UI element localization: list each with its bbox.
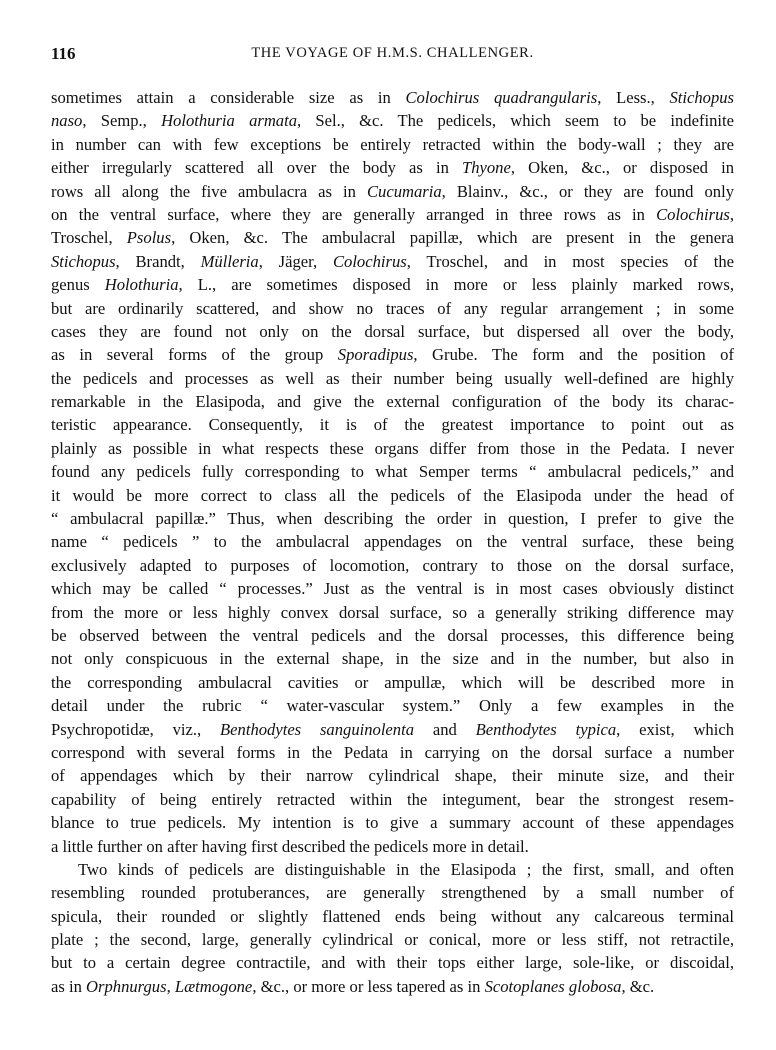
text-segment: on the ventral surface, where they are generally arranged in three rows as in <box>51 204 657 224</box>
text-segment: teristic appearance. Consequently, it is of the greatest importance to point out as <box>51 415 734 435</box>
italic-text: naso <box>51 111 83 131</box>
text-line <box>51 577 734 600</box>
text-segment: , Brandt, <box>115 251 201 271</box>
text-segment: but are ordinarily scattered, and show no traces of any regular arrangement ; in some <box>51 298 734 318</box>
text-segment: blance to true pedicels. My intention is to give a summary account of these appendages <box>51 813 734 833</box>
paragraph <box>51 858 734 998</box>
text-segment: plainly as possible in what respects these organs differ from those in the Pedata. I never <box>51 438 734 458</box>
text-line <box>51 226 734 249</box>
text-segment: and <box>414 719 476 739</box>
text-segment: , Semp., <box>82 111 162 131</box>
page-header <box>51 44 734 68</box>
text-line <box>51 905 734 928</box>
text-line <box>51 343 734 366</box>
text-line <box>51 881 734 904</box>
text-line <box>51 250 734 273</box>
page-number: 116 <box>51 44 76 63</box>
text-line <box>51 297 734 320</box>
running-title: THE VOYAGE OF H.M.S. CHALLENGER. <box>251 45 534 61</box>
text-segment: , &c. <box>621 976 655 996</box>
text-line <box>51 156 734 179</box>
text-line <box>51 764 734 787</box>
text-segment: it would be more correct to class all the pedicels of the Elasipoda under the head of <box>51 485 734 505</box>
text-segment: rows all along the five ambulacra as in <box>51 181 367 201</box>
text-line <box>51 554 734 577</box>
italic-text: Colochirus quadrangularis <box>405 88 598 107</box>
text-line <box>51 133 734 156</box>
text-segment: Two kinds of pedicels are distinguishable in the Elasipoda ; the first, small, and often <box>78 859 734 879</box>
italic-text: Scotoplanes globosa <box>484 976 622 996</box>
italic-text: Lætmogone <box>174 976 253 996</box>
text-line <box>51 647 734 670</box>
text-segment: correspond with several forms in the Pedata in carrying on the dorsal surface a number <box>51 742 734 762</box>
text-segment: , &c., or more or less tapered as in <box>252 976 485 996</box>
italic-text: Benthodytes sanguinolenta <box>220 719 415 739</box>
italic-text: Holothuria <box>104 275 179 295</box>
text-segment: either irregularly scattered all over the body as in <box>51 158 462 178</box>
text-line <box>51 390 734 413</box>
text-line <box>51 975 734 998</box>
text-line <box>51 928 734 951</box>
text-line <box>51 180 734 203</box>
italic-text: Benthodytes typica <box>475 719 617 739</box>
text-line <box>51 86 734 109</box>
text-segment: , Troschel, and in most species of the <box>406 251 734 271</box>
text-segment: detail under the rubric “ water-vascular system.” Only a few examples in the <box>51 696 734 716</box>
text-line <box>51 741 734 764</box>
text-segment: , <box>166 976 175 996</box>
text-line <box>51 811 734 834</box>
text-segment: , Blainv., &c., or they are found only <box>441 181 734 201</box>
text-segment: , Oken, &c., or disposed in <box>510 158 734 178</box>
text-segment: the pedicels and processes as well as their number being usually well-defined are highly <box>51 368 734 388</box>
text-line <box>51 507 734 530</box>
text-segment: , exist, which <box>616 719 734 739</box>
text-segment: Psychropotidæ, viz., <box>51 719 221 739</box>
text-segment: in number can with few exceptions be entirely retracted within the body-wall ; they are <box>51 134 734 154</box>
text-segment: Troschel, <box>51 228 127 248</box>
text-line <box>51 460 734 483</box>
text-segment: resembling rounded protuberances, are generally strengthened by a small number of <box>51 883 734 903</box>
paragraph <box>51 86 734 858</box>
text-segment: “ ambulacral papillæ.” Thus, when describing the order in question, I prefer to give the <box>51 509 734 529</box>
text-segment: not only conspicuous in the external shape, in the size and in the number, but also in <box>51 649 734 669</box>
text-segment: the corresponding ambulacral cavities or ampullæ, which will be described more in <box>51 672 734 692</box>
text-segment: capability of being entirely retracted within the integument, bear the strongest resem- <box>51 789 734 809</box>
text-segment: exclusively adapted to purposes of locomotion, contrary to those on the dorsal surface, <box>51 555 734 575</box>
text-line <box>51 718 734 741</box>
text-line <box>51 484 734 507</box>
text-segment: of appendages which by their narrow cylindrical shape, their minute size, and their <box>51 766 734 786</box>
text-line <box>51 273 734 296</box>
italic-text: Mülleria <box>200 251 259 271</box>
italic-text: Orphnurgus <box>86 976 167 996</box>
text-line <box>51 203 734 226</box>
text-segment: remarkable in the Elasipoda, and give the external configuration of the body its charac- <box>51 392 734 412</box>
text-line <box>51 671 734 694</box>
text-line <box>51 835 734 858</box>
italic-text: Colochirus <box>656 204 730 224</box>
text-segment: name “ pedicels ” to the ambulacral appendages on the ventral surface, these being <box>51 532 734 552</box>
italic-text: Colochirus <box>332 251 407 271</box>
text-line <box>51 601 734 624</box>
text-line <box>51 367 734 390</box>
text-line <box>51 530 734 553</box>
text-segment: spicula, their rounded or slightly flattened ends being without any calcareous terminal <box>51 906 734 926</box>
text-line <box>51 788 734 811</box>
text-segment: genus <box>51 275 105 295</box>
text-segment: , Jäger, <box>258 251 333 271</box>
italic-text: Stichopus <box>51 251 116 271</box>
text-segment: found any pedicels fully corresponding to what Semper terms “ ambulacral pedicels,” and <box>51 462 734 482</box>
text-line <box>51 109 734 132</box>
italic-text: Thyone <box>461 158 511 178</box>
text-line <box>51 413 734 436</box>
text-segment: as in several forms of the group <box>51 345 338 365</box>
text-segment: , Sel., &c. The pedicels, which seem to be indefinite <box>297 111 734 131</box>
text-segment: , L., are sometimes disposed in more or less plainly marked rows, <box>178 275 734 295</box>
text-line <box>51 320 734 343</box>
text-line <box>51 694 734 717</box>
text-segment: from the more or less highly convex dorsal surface, so a generally striking difference may <box>51 602 734 622</box>
italic-text: Psolus <box>126 228 172 248</box>
text-segment: as in <box>51 976 87 996</box>
text-line <box>51 624 734 647</box>
italic-text: Cucumaria <box>366 181 442 201</box>
text-segment: a little further on after having first described the pedicels more in detail. <box>51 836 529 856</box>
text-segment: , <box>729 204 734 224</box>
italic-text: Sporadipus <box>337 345 414 365</box>
text-segment: but to a certain degree contractile, and with their tops either large, sole-like, or discoidal, <box>51 953 734 973</box>
text-line <box>51 858 734 881</box>
text-segment: plate ; the second, large, generally cylindrical or conical, more or less stiff, not retractile, <box>51 930 734 950</box>
text-line <box>51 437 734 460</box>
body-text <box>51 86 734 998</box>
text-segment: , Less., <box>597 88 670 107</box>
text-segment: , Grube. The form and the position of <box>413 345 735 365</box>
italic-text: Holothuria armata <box>161 111 298 131</box>
text-segment: sometimes attain a considerable size as in <box>51 88 406 107</box>
italic-text: Stichopus <box>669 88 735 107</box>
text-segment: be observed between the ventral pedicels and the dorsal processes, this difference being <box>51 625 734 645</box>
text-segment: , Oken, &c. The ambulacral papillæ, which are present in the genera <box>171 228 734 248</box>
text-segment: cases they are found not only on the dorsal surface, but dispersed all over the body, <box>51 321 734 341</box>
text-segment: which may be called “ processes.” Just as the ventral is in most cases obviously distinct <box>51 579 734 599</box>
text-line <box>51 951 734 974</box>
